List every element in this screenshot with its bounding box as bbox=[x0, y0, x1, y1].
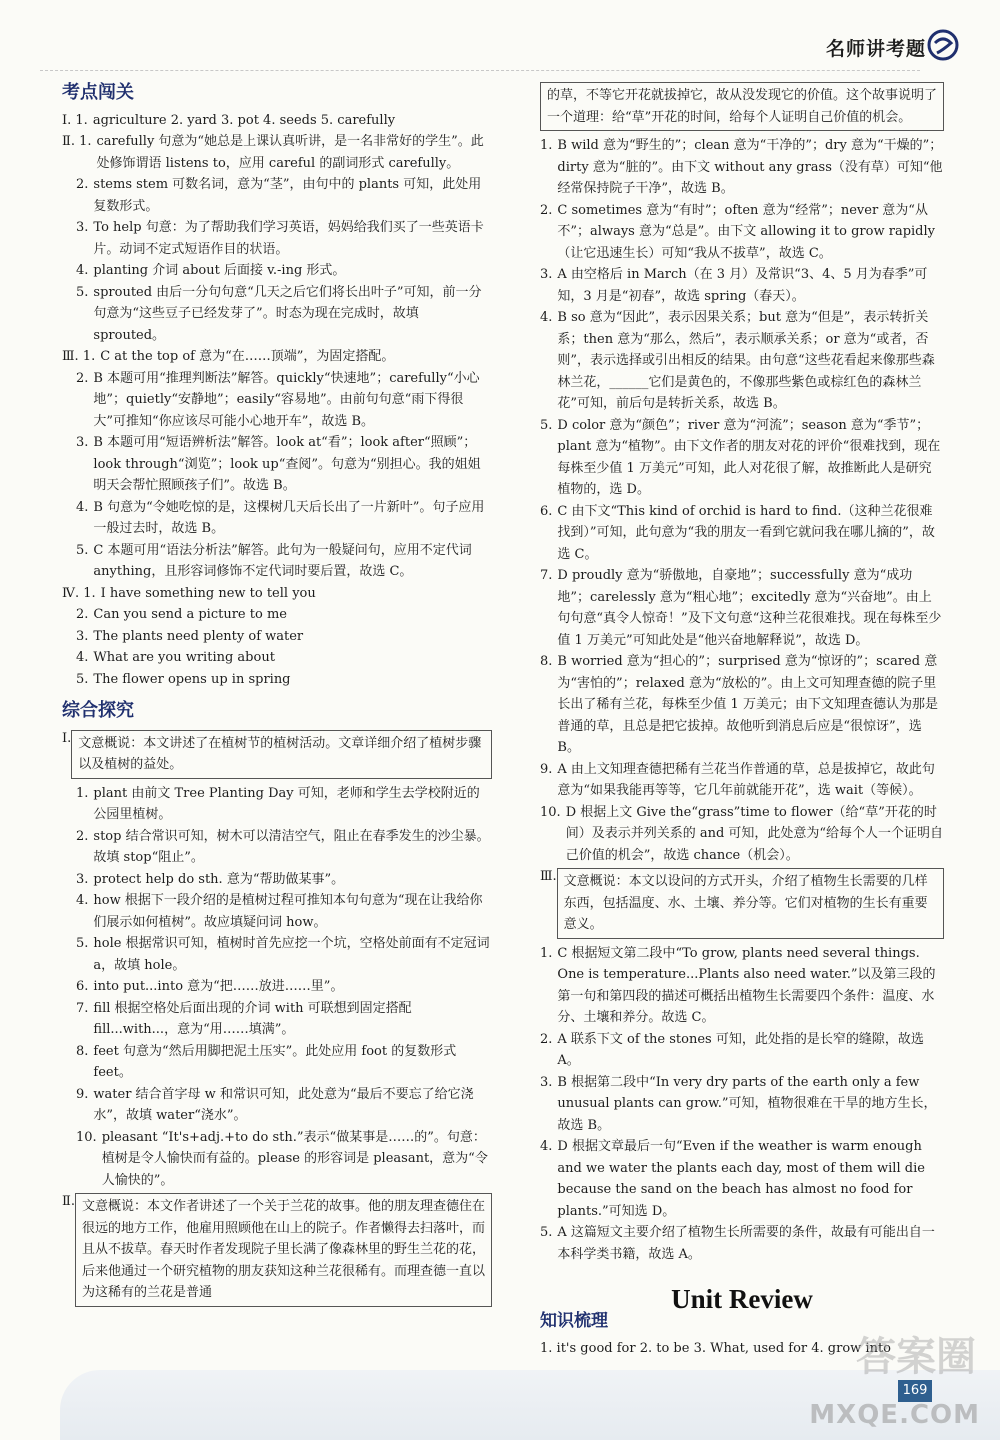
answer-item bbox=[540, 264, 944, 307]
answer-item bbox=[62, 174, 492, 217]
answer-item bbox=[62, 1041, 492, 1084]
answer-text: I have something new to tell you bbox=[100, 585, 316, 601]
answer-text: A 由上文知理查德把稀有兰花当作普通的草，总是拔掉它，故此句意为“如果我能再等等，它几年前就能开花”，选 wait（等候）。 bbox=[557, 761, 935, 798]
answer-text: C sometimes 意为“有时”；often 意为“经常”；never 意为“从不”；always 意为“总是”。由下文 allowing it to grow rapidly（让它迅速生长）可知“我从不拔草”，故选 C。 bbox=[557, 202, 936, 261]
answer-number: 2. bbox=[76, 370, 89, 386]
answer-number: 5. bbox=[76, 671, 89, 687]
answer-number: 5. bbox=[76, 542, 89, 558]
answer-number: 3. bbox=[76, 435, 89, 450]
answer-text: B 本题可用“短语辨析法”解答。look at“看”；look after“照顾”；look through“浏览”；look up“查阅”。句意为“别担心。我的姐姐明天会帮忙照顾孩子们”。故选 B。 bbox=[93, 435, 481, 493]
section-title-zonghe: 综合探究 bbox=[62, 700, 134, 721]
answer-number: 6. bbox=[76, 979, 89, 994]
answer-number: 2. bbox=[76, 828, 89, 844]
answer-number: 5. bbox=[540, 1225, 553, 1240]
answer-text: D proudly 意为“骄傲地，自豪地”；successfully 意为“成功地”；carelessly 意为“粗心地”；excitedly 意为“兴奋地”。由上句句意“真令人惊奇！”及下文句意“这种兰花很难找。现在每株至少值 1 万美元”可知此处是“他兴奋地解释说”，故选 D。 bbox=[557, 568, 942, 648]
answer-item bbox=[540, 1222, 944, 1265]
answer-number: 2. bbox=[76, 177, 89, 192]
answer-text: fill 根据空格处后面出现的介词 with 可联想到固定搭配 fill...with...，意为“用……填满”。 bbox=[93, 1000, 412, 1037]
answer-number: 8. bbox=[76, 1043, 89, 1059]
answer-item bbox=[540, 651, 944, 759]
answer-text: B 本题可用“推理判断法”解答。quickly“快速地”；carefully“小心地”；quietly“安静地”；easily“容易地”。由前句句意“雨下得很大”可推知“你应该尽可能小心地开车”，故选 B。 bbox=[93, 370, 480, 429]
answer-number: 4. bbox=[540, 1139, 553, 1154]
answer-item bbox=[62, 131, 492, 174]
answer-number: 3. bbox=[540, 267, 553, 282]
answer-item bbox=[62, 346, 492, 368]
answer-number: Ⅲ. 1. bbox=[62, 349, 96, 364]
answer-number: 3. bbox=[76, 628, 89, 644]
answer-text: hole 根据常识可知，植树时首先应挖一个坑，空格处前面有不定冠词 a，故填 hole。 bbox=[93, 936, 490, 973]
answer-text: pleasant “It's+adj.+to do sth.”表示“做某事是……的”。句意：植树是令人愉快而有益的。please 的形容词是 pleasant，意为“令人愉快的”。 bbox=[101, 1129, 488, 1188]
summary-box-3: 文意概说：本文以设问的方式开头，介绍了植物生长需要的几样东西，包括温度、水、土壤、养分等。它们对植物的生长有重要意义。 bbox=[557, 868, 944, 939]
answer-item bbox=[62, 976, 492, 998]
watermark-logo: 答案圈 bbox=[856, 1334, 976, 1380]
answer-item bbox=[62, 1084, 492, 1127]
left-lines bbox=[62, 110, 492, 691]
answer-number: 4. bbox=[76, 893, 89, 908]
answer-text: D color 意为“颜色”；river 意为“河流”；season 意为“季节”；plant 意为“植物”。由下文作者的朋友对花的评价“很难找到，现在每株至少值 1 万美元”可知，此人对花很了解，故推断此人是研究植物的，选 D。 bbox=[557, 417, 941, 497]
answer-text: how 根据下一段介绍的是植树过程可推知本句句意为“现在让我给你们展示如何植树”。故应填疑问词 how。 bbox=[93, 893, 483, 930]
answer-item bbox=[62, 497, 492, 540]
answer-text: water 结合首字母 w 和常识可知，此处意为“最后不要忘了给它浇水”，故填 water“浇水”。 bbox=[93, 1086, 474, 1123]
right-lines bbox=[540, 135, 944, 866]
answer-item bbox=[540, 802, 944, 867]
answer-item bbox=[540, 943, 944, 1029]
answer-item bbox=[540, 501, 944, 566]
answer-text: A 由空格后 in March（在 3 月）及常识“3、4、5 月为春季”可知，3 月是“初春”，故选 spring（春天）。 bbox=[557, 267, 928, 304]
answer-item bbox=[62, 604, 492, 626]
answer-number: 7. bbox=[540, 568, 553, 583]
answer-text: C 由下文“This kind of orchid is hard to find.（这种兰花很难找到）”可知，此句意为“我的朋友一看到它就问我在哪儿摘的”，故选 C。 bbox=[557, 503, 935, 562]
answer-text: To help 句意：为了帮助我们学习英语，妈妈给我们买了一些英语卡片。动词不定式短语作目的状语。 bbox=[93, 220, 484, 257]
answer-number: 4. bbox=[76, 499, 89, 515]
answer-text: B so 意为“因此”，表示因果关系；but 意为“但是”，表示转折关系；then 意为“那么，然后”，表示顺承关系；or 意为“或者，否则”，表示选择或引出相反的结果。由句意“这些花看起来像那些森林兰花，______它们是黄色的，不像那些紫色或棕红色的森林兰花”可知，前后句是转折关系，故选 B。 bbox=[557, 310, 935, 411]
brand-title: 名师讲考题 bbox=[825, 38, 926, 60]
answer-text: carefully 句意为“她总是上课认真听讲，是一名非常好的学生”。此处修饰谓语 listens to，应用 careful 的副词形式 carefully。 bbox=[96, 134, 484, 171]
answer-number: 3. bbox=[76, 220, 89, 235]
answer-item bbox=[62, 540, 492, 583]
answer-number: 1. bbox=[540, 138, 553, 153]
answer-text: protect help do sth. 意为“帮助做某事”。 bbox=[93, 871, 345, 887]
answer-number: 5. bbox=[76, 936, 89, 951]
answer-text: B worried 意为“担心的”；surprised 意为“惊讶的”；scared 意为“害怕的”；relaxed 意为“放松的”。由上文可知理查德的院子里长出了稀有兰花，每株至少值 1 万美元；由下文知理查德认为那是普通的草，且总是把它拔掉。故他听到消息后应是“很惊讶”，选 B。 bbox=[557, 654, 938, 755]
left-column bbox=[62, 80, 492, 1311]
box-item-3 bbox=[540, 866, 944, 943]
answer-text: into put...into 意为“把……放进……里”。 bbox=[93, 979, 344, 994]
answer-text: C 根据短文第二段中“To grow, plants need several things. One is temperature...Plants also need water.”以及第三段的第一句和第四段的描述可概括出植物生长需要四个条件：温度、水分、土壤和养分。故选 C。 bbox=[557, 945, 936, 1025]
answer-item bbox=[62, 826, 492, 869]
answer-text: D 根据上文 Give the“grass”time to flower（给“草”开花的时间）及表示并列关系的 and 可知，此处意为“给每个人一个证明自己价值的机会”，故选 chance（机会）。 bbox=[565, 804, 944, 863]
answer-item bbox=[62, 626, 492, 648]
answer-item bbox=[62, 783, 492, 826]
answer-number: 3. bbox=[540, 1074, 553, 1090]
answer-text: The flower opens up in spring bbox=[93, 671, 291, 687]
unit-review-heading: Unit Review bbox=[671, 1284, 813, 1314]
answer-text: A 联系下文 of the stones 可知，此处指的是长窄的缝隙，故选 A。 bbox=[557, 1031, 924, 1068]
answer-item bbox=[540, 759, 944, 802]
answer-text: The plants need plenty of water bbox=[93, 628, 304, 644]
answer-text: B 句意为“令她吃惊的是，这棵树几天后长出了一片新叶”。句子应用一般过去时，故选 B。 bbox=[93, 499, 485, 536]
answer-text: Can you send a picture to me bbox=[93, 607, 287, 622]
page-number: 169 bbox=[898, 1380, 932, 1402]
answer-number: Ⅱ. 1. bbox=[62, 134, 92, 149]
answer-text: C at the top of 意为“在……顶端”，为固定搭配。 bbox=[100, 349, 395, 364]
answer-number: 5. bbox=[76, 284, 89, 300]
answer-number: 9. bbox=[76, 1086, 89, 1102]
header-rule bbox=[40, 70, 920, 71]
answer-item bbox=[62, 890, 492, 933]
left-lines-2 bbox=[62, 783, 492, 1192]
answer-number: 5. bbox=[540, 417, 553, 433]
answer-text: A 这篇短文主要介绍了植物生长所需要的条件，故最有可能出自一本科学类书籍，故选 A。 bbox=[557, 1225, 935, 1262]
right-lines-2 bbox=[540, 943, 944, 1266]
answer-text: plant 由前文 Tree Planting Day 可知，老师和学生去学校附近的公园里植树。 bbox=[93, 785, 480, 822]
answer-text: What are you writing about bbox=[93, 650, 275, 665]
answer-text: stems stem 可数名词，意为“茎”，由句中的 plants 可知，此处用复数形式。 bbox=[93, 177, 482, 214]
answer-text: B wild 意为“野生的”；clean 意为“干净的”；dry 意为“干燥的”；dirty 意为“脏的”。由下文 without any grass（没有草）可知“他经常保持院子干净”，故选 B。 bbox=[557, 138, 943, 196]
answer-text: agriculture 2. yard 3. pot 4. seeds 5. carefully bbox=[92, 112, 396, 128]
answer-number: 4. bbox=[76, 263, 89, 278]
answer-text: D 根据文章最后一句“Even if the weather is warm enough and we water the plants each day, most of them will die because the sand on the beach has almost no food for plants.”可知选 D。 bbox=[557, 1139, 925, 1219]
page-header bbox=[0, 0, 1000, 80]
answer-item bbox=[540, 415, 944, 501]
summary-box-2: 文意概说：本文作者讲述了一个关于兰花的故事。他的朋友理查德住在很远的地方工作，他雇用照顾他在山上的院子。作者懒得去扫落叶，而且从不拔草。春天时作者发现院子里长满了像森林里的野生兰花的花，后来他通过一个研究植物的朋友获知这种兰花很稀有。而理查德一直以为这稀有的兰花是普通 bbox=[75, 1193, 492, 1307]
summary-box-1: 文意概说：本文讲述了在植树节的植树活动。文章详细介绍了植树步骤以及植树的益处。 bbox=[71, 730, 492, 779]
right-column bbox=[540, 80, 944, 1360]
brand-logo-icon bbox=[926, 28, 960, 62]
answer-item bbox=[62, 669, 492, 691]
box-item-2 bbox=[62, 1191, 492, 1311]
answer-text: feet 句意为“然后用脚把泥土压实”。此处应用 foot 的复数形式 feet。 bbox=[93, 1043, 457, 1080]
answer-item bbox=[62, 368, 492, 433]
answer-number: 1. bbox=[540, 945, 553, 961]
answer-number: 10. bbox=[76, 1129, 97, 1145]
answer-number: 4. bbox=[540, 310, 553, 325]
answer-number: 2. bbox=[540, 202, 553, 218]
answer-item bbox=[62, 217, 492, 260]
answer-item bbox=[62, 282, 492, 347]
box-item-1 bbox=[62, 728, 492, 783]
answer-text: B 根据第二段中“In very dry parts of the earth only a few unusual plants can grow.”可知，植物很难在干旱的地方生长，故选 B。 bbox=[557, 1074, 937, 1133]
answer-text: stop 结合常识可知，树木可以清洁空气，阻止在春季发生的沙尘暴。故填 stop“阻止”。 bbox=[93, 828, 490, 865]
answer-text: C 本题可用“语法分析法”解答。此句为一般疑问句，应用不定代词 anything，且形容词修饰不定代词时要后置，故选 C。 bbox=[93, 542, 472, 579]
answer-number: Ⅰ. 1. bbox=[62, 112, 88, 128]
answer-number: 2. bbox=[540, 1031, 553, 1047]
answer-number: 8. bbox=[540, 654, 553, 669]
answer-number: 6. bbox=[540, 503, 553, 519]
box-label: Ⅲ. bbox=[540, 869, 557, 884]
answer-text: sprouted 由后一分句句意“几天之后它们将长出叶子”可知，前一分句意为“这些豆子已经发芽了”。时态为现在完成时，故填 sprouted。 bbox=[93, 284, 482, 343]
answer-number: 3. bbox=[76, 871, 89, 887]
answer-item bbox=[540, 307, 944, 415]
section-title-kaodian: 考点闯关 bbox=[62, 82, 134, 103]
answer-item bbox=[62, 998, 492, 1041]
answer-item bbox=[540, 1029, 944, 1072]
answer-number: 9. bbox=[540, 761, 553, 777]
answer-number: 7. bbox=[76, 1000, 89, 1016]
answer-item bbox=[62, 933, 492, 976]
answer-item bbox=[62, 647, 492, 669]
answer-item bbox=[540, 200, 944, 265]
review-answers: 1. it's good for 2. to be 3. What, used for 4. grow into bbox=[540, 1341, 891, 1356]
answer-number: 10. bbox=[540, 804, 561, 820]
answer-number: Ⅳ. 1. bbox=[62, 585, 96, 601]
answer-item bbox=[62, 869, 492, 891]
answer-text: planting 介词 about 后面接 v.-ing 形式。 bbox=[93, 263, 346, 278]
answer-item bbox=[62, 583, 492, 605]
answer-item bbox=[540, 1136, 944, 1222]
answer-item bbox=[540, 1072, 944, 1137]
answer-number: 1. bbox=[76, 785, 89, 801]
answer-number: 4. bbox=[76, 650, 89, 665]
answer-item bbox=[62, 432, 492, 497]
answer-item bbox=[540, 565, 944, 651]
answer-number: 2. bbox=[76, 607, 89, 622]
answer-item bbox=[540, 135, 944, 200]
section-title-zhishi: 知识梳理 bbox=[540, 1310, 608, 1331]
answer-item bbox=[62, 1127, 492, 1192]
answer-item bbox=[62, 260, 492, 282]
box-label: Ⅱ. bbox=[62, 1194, 75, 1209]
box-label: Ⅰ. bbox=[62, 730, 72, 746]
answer-item bbox=[62, 110, 492, 132]
watermark-text: MXQE.COM bbox=[809, 1400, 980, 1430]
summary-box-2-continued: 的草，不等它开花就拔掉它，故从没发现它的价值。这个故事说明了一个道理：给“草”开花的时间，给每个人证明自己价值的机会。 bbox=[540, 82, 944, 131]
